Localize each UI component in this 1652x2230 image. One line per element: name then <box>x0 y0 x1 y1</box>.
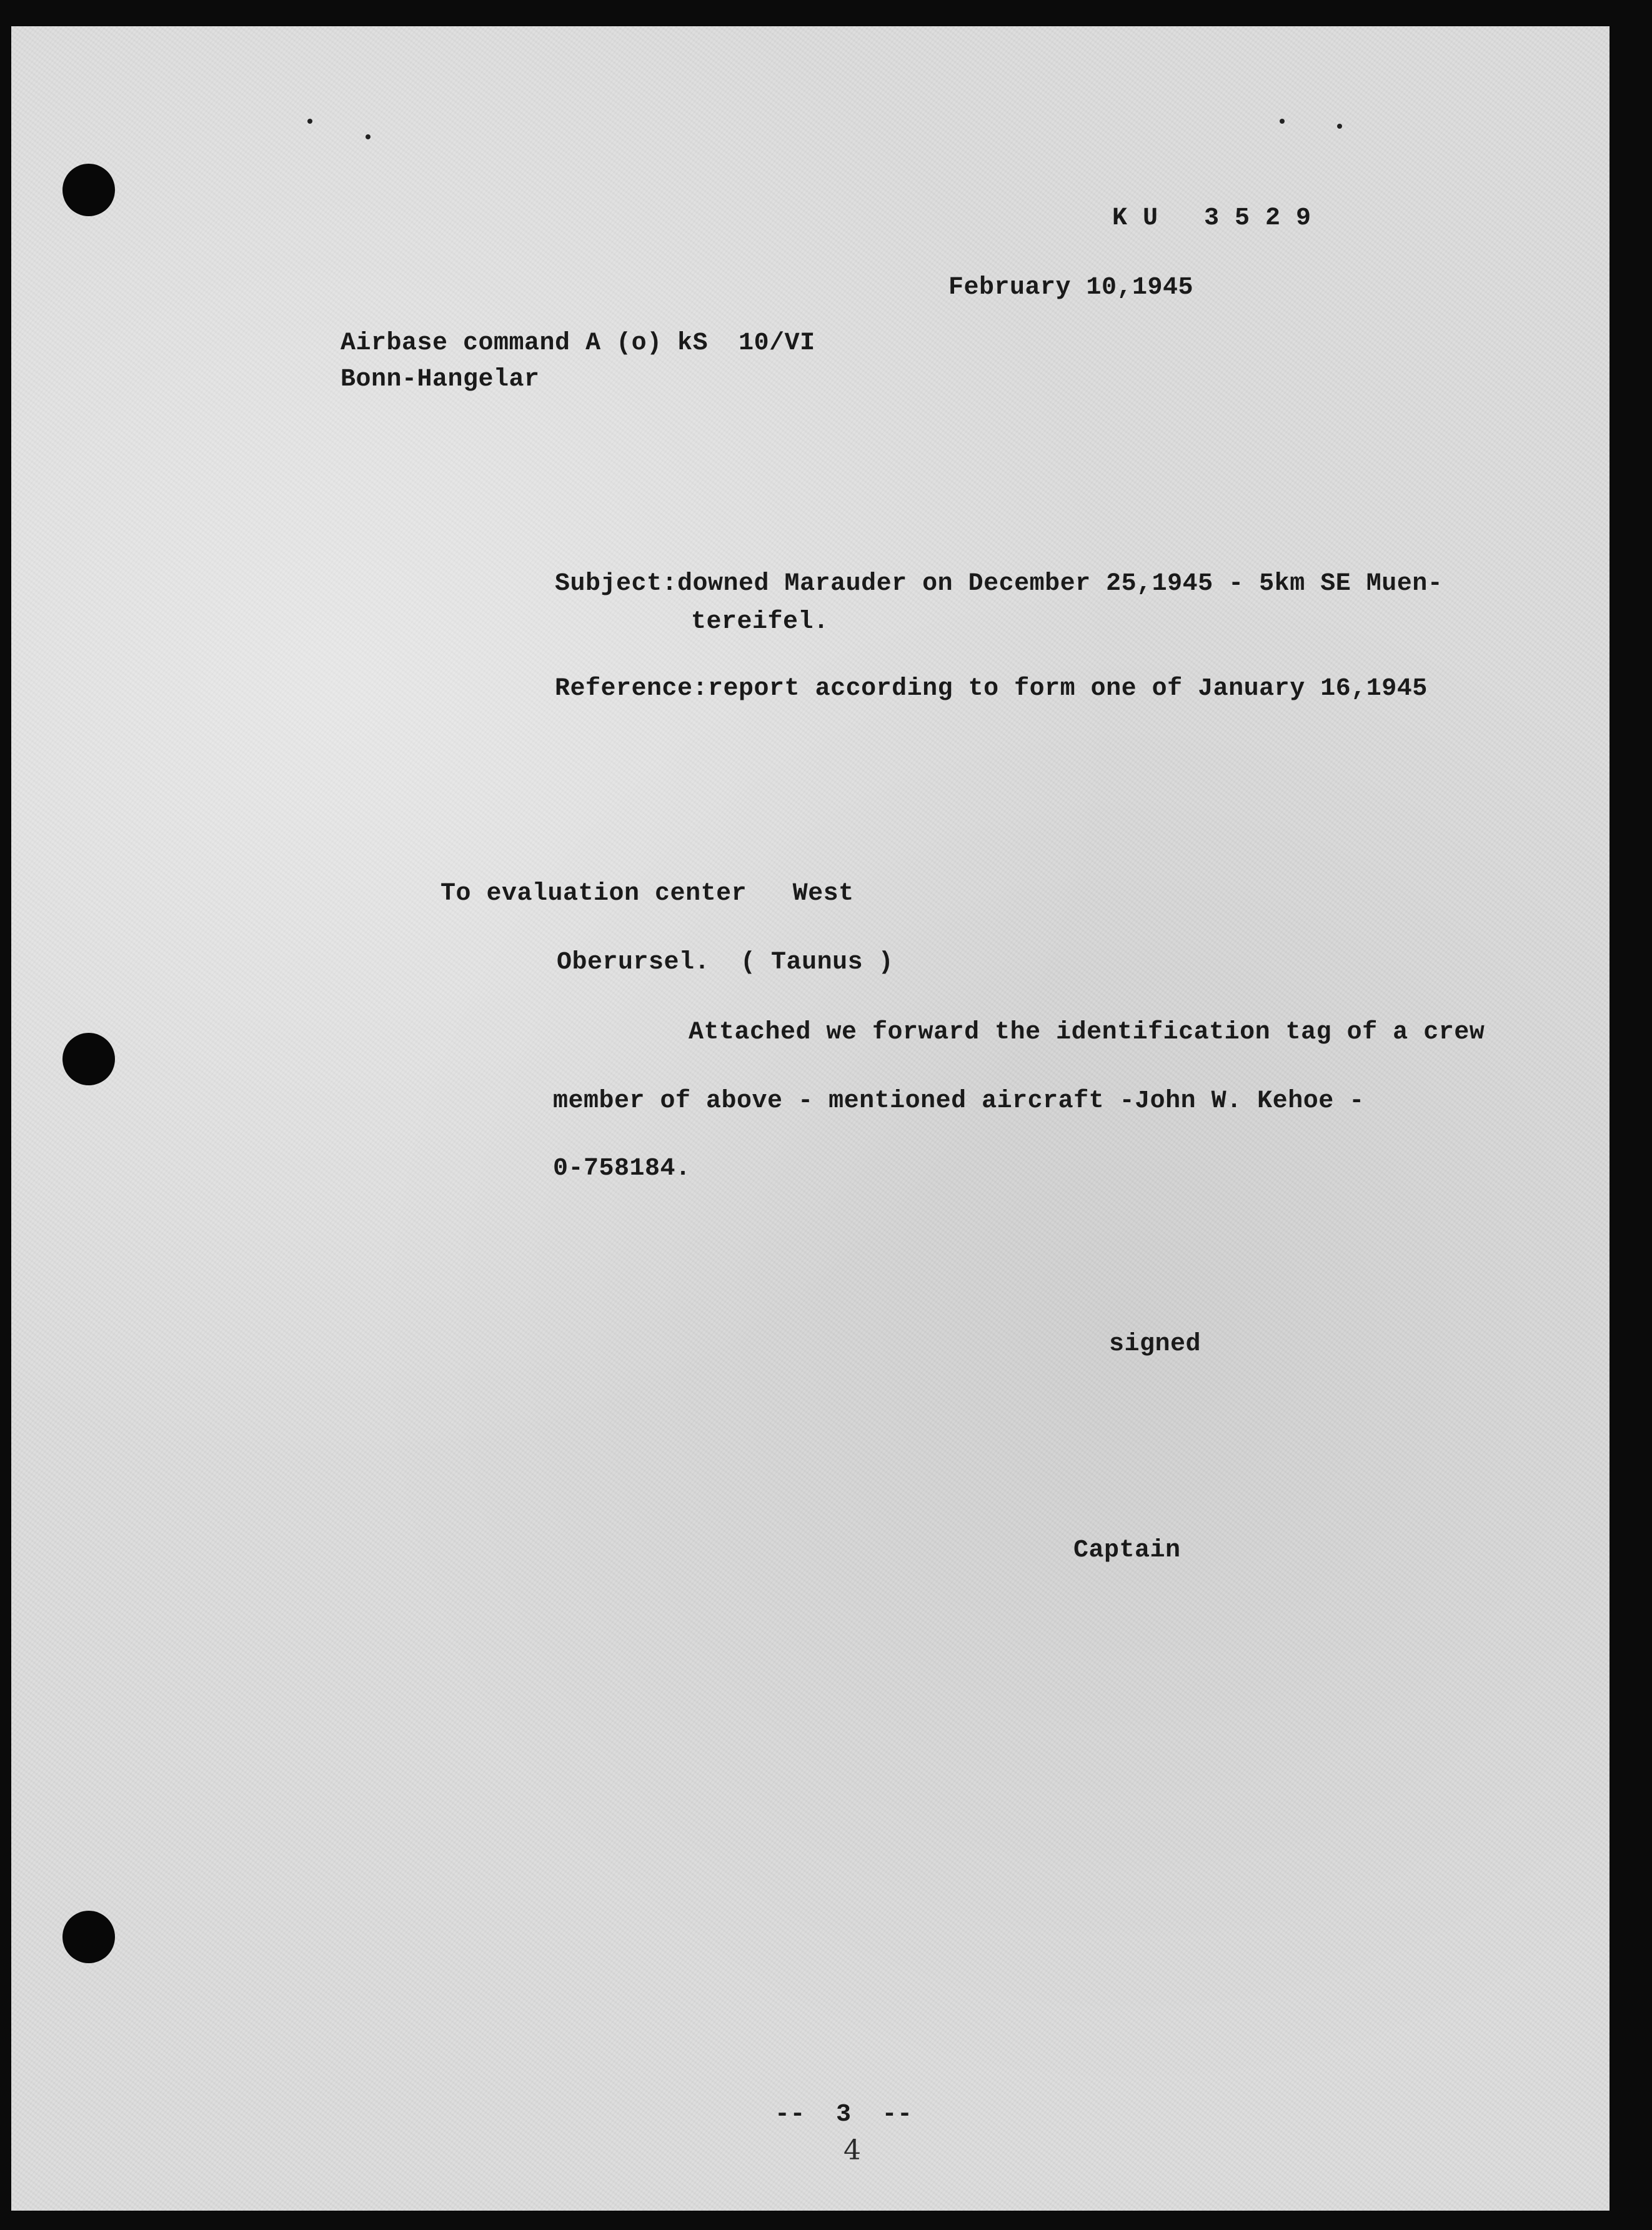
recipient-line-2: Oberursel. ( Taunus ) <box>557 948 894 977</box>
ink-speck <box>1280 119 1285 124</box>
ink-speck <box>366 134 371 139</box>
punch-hole-middle <box>62 1033 115 1085</box>
page-number: -- 3 -- <box>775 2101 913 2129</box>
rank-line: Captain <box>1073 1536 1181 1565</box>
signed-line: signed <box>1109 1330 1202 1358</box>
body-line-1: Attached we forward the identification tag of a crew <box>689 1018 1485 1047</box>
body-line-2: member of above - mentioned aircraft -John W. Kehoe - <box>553 1087 1365 1115</box>
ink-speck <box>1337 124 1342 129</box>
punch-hole-top <box>62 164 115 216</box>
document-date: February 10,1945 <box>948 274 1194 302</box>
handwritten-page-number: 4 <box>843 2134 861 2166</box>
ink-speck <box>307 119 312 124</box>
subject-line-1: Subject:downed Marauder on December 25,1945 - 5km SE Muen- <box>555 570 1443 598</box>
sender-line-1: Airbase command A (o) kS 10/VI <box>341 329 815 357</box>
sender-line-2: Bonn-Hangelar <box>341 366 540 394</box>
recipient-line-1: To evaluation center West <box>440 880 854 908</box>
subject-line-2: tereifel. <box>691 608 829 636</box>
punch-hole-bottom <box>62 1911 115 1963</box>
reference-line: Reference:report according to form one of January 16,1945 <box>555 675 1428 703</box>
file-code: K U 3 5 2 9 <box>1112 204 1311 232</box>
body-line-3: 0-758184. <box>553 1155 691 1183</box>
